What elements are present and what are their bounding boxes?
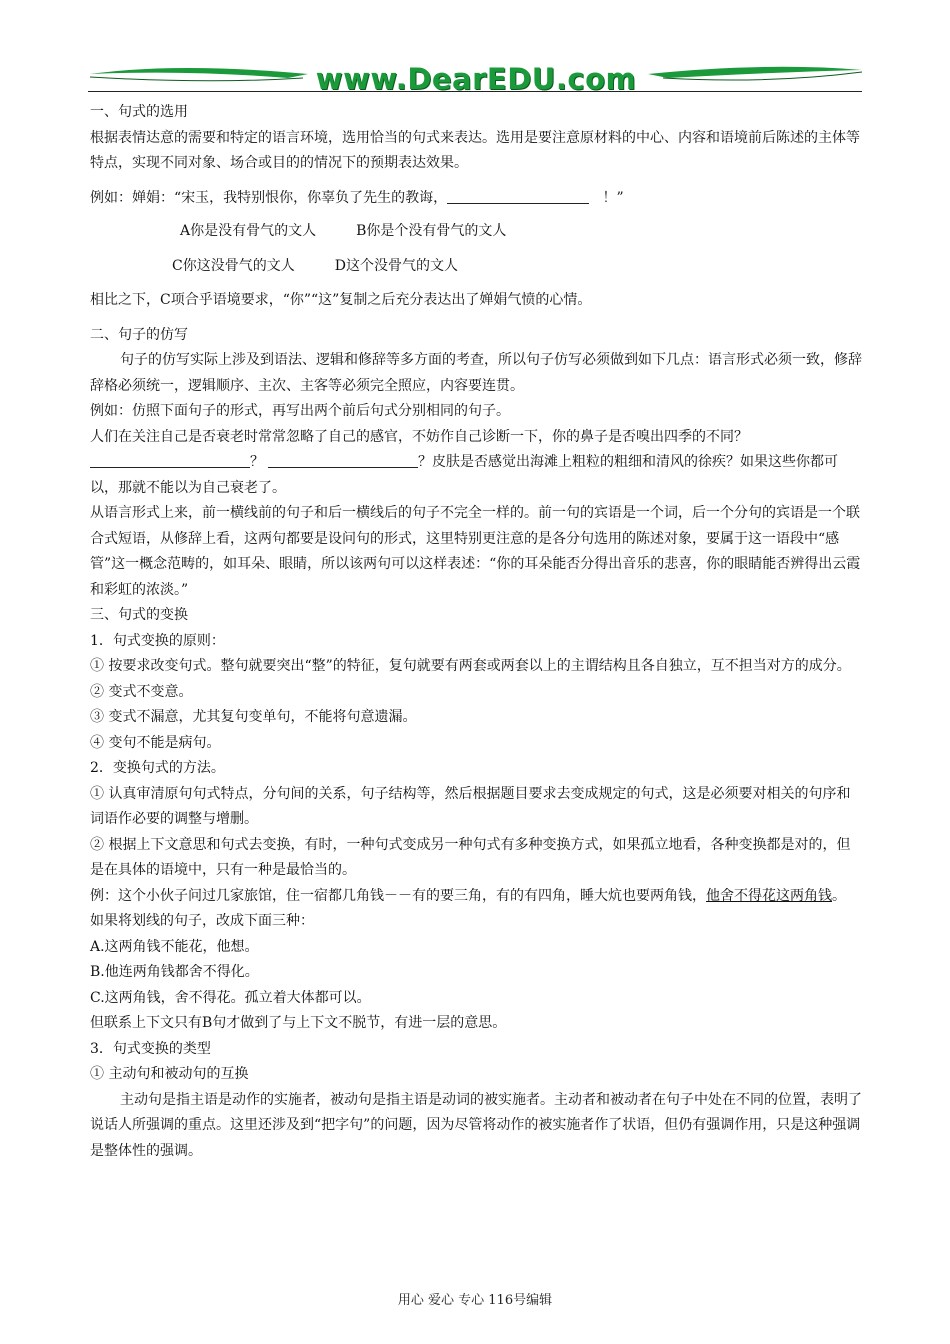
method-1: ① 认真审清原句句式特点，分句间的关系，句子结构等，然后根据题目要求去变成规定的句式，这是必须要对相关的句序和词语作必要的调整与增删。 <box>90 785 851 827</box>
option-c: C你这没骨气的文人 <box>172 257 295 274</box>
example-close: ！” <box>602 189 624 206</box>
type-1-paragraph: 主动句是指主语是动作的实施者，被动句是指主语是动词的被实施者。主动者和被动者在句子中处在不同的位置，表明了说话人所强调的重点。这里还涉及到“把字句”的问题，因为尽管将动作的被实施者作了状语，但仍有强调作用，只是这种强调是整体性的强调。 <box>90 1091 862 1159</box>
change-c: C.这两角钱，舍不得花。孤立着大体都可以。 <box>90 989 371 1006</box>
header-rule <box>88 91 862 92</box>
option-a: A你是没有骨气的文人 <box>180 223 317 239</box>
page-footer: 用心 爱心 专心 116号编辑 <box>397 1293 553 1308</box>
underlined-sentence: 他舍不得花这两角钱 <box>706 887 832 904</box>
section-2-example: 例如：仿照下面句子的形式，再写出两个前后句式分别相同的句子。 <box>90 403 510 419</box>
option-d: D这个没骨气的文人 <box>334 257 458 274</box>
example-post: 。 <box>832 887 846 904</box>
type-1-title: ① 主动句和被动句的互换 <box>90 1066 249 1082</box>
principle-1: ① 按要求改变句式。整句就要突出“整”的特征，复句就要有两套或两套以上的主谓结构且各自独立，互不担当对方的成分。 <box>90 658 851 674</box>
answer-blank <box>447 187 589 204</box>
section-2-paragraph: 句子的仿写实际上涉及到语法、逻辑和修辞等多方面的考查，所以句子仿写必须做到如下几点：语言形式必须一致，修辞辞格必须统一，逻辑顺序、主次、主客等必须完全照应，内容要连贯。 <box>90 352 862 394</box>
section-3-heading-1: 1．句式变换的原则： <box>90 632 225 649</box>
section-1-example <box>90 186 862 212</box>
blank-2 <box>268 451 418 468</box>
section-2-analysis: 从语言形式上来，前一横线前的句子和后一横线后的句子不完全一样的。前一句的宾语是一个词，后一个分句的宾语是一个联合式短语，从修辞上看，这两句都要是设问句的形式，这里特别更注意的是各分句选用的陈述对象，要属于这一语段中“感管”这一概念范畴的，如耳朵、眼睛，所以该两句可以这样表述：“你的耳朵能否分得出音乐的悲喜，你的眼睛能否辨得出云霞和彩虹的浓淡。” <box>90 505 861 598</box>
section-3-heading-3: 3．句式变换的类型 <box>90 1040 211 1057</box>
change-a: A.这两角钱不能花，他想。 <box>90 938 259 955</box>
principle-2: ② 变式不变意。 <box>90 683 193 700</box>
document-body <box>90 100 862 1164</box>
change-intro: 如果将划线的句子，改成下面三种： <box>90 913 314 929</box>
principle-3: ③ 变式不漏意，尤其复句变单句，不能将句意遗漏。 <box>90 709 417 725</box>
example-pre: 例：这个小伙子问过几家旅馆，住一宿都几角钱－－有的要三角，有的有四角，睡大炕也要两角钱， <box>90 887 706 904</box>
principle-4: ④ 变句不能是病句。 <box>90 734 221 751</box>
blank-1 <box>90 451 250 468</box>
section-2-title: 二、句子的仿写 <box>90 326 188 343</box>
site-logo: www.DearEDU.com <box>315 62 637 96</box>
options-row-2 <box>90 254 862 280</box>
change-conclusion: 但联系上下文只有B句才做到了与上下文不脱节，有进一层的意思。 <box>90 1015 507 1031</box>
section-2-sentence: 人们在关注自己是否衰老时常常忽略了自己的感官，不妨作自己诊断一下，你的鼻子是否嗅出四季的不同？ <box>90 428 748 445</box>
section-3-title: 三、句式的变换 <box>90 607 188 623</box>
section-1-conclusion: 相比之下，C项合乎语境要求，“你”“这”复制之后充分表达出了婵娟气愤的心情。 <box>90 292 592 308</box>
section-1-paragraph: 根据表情达意的需要和特定的语言环境，选用恰当的句式来表达。选用是要注意原材料的中心、内容和语境前后陈述的主体等特点，实现不同对象、场合或目的的情况下的预期表达效果。 <box>90 129 860 171</box>
method-2: ② 根据上下文意思和句式去变换，有时，一种句式变成另一种句式有多种变换方式，如果孤立地看，各种变换都是对的，但是在具体的语境中，只有一种是最恰当的。 <box>90 836 851 878</box>
section-3-example <box>90 884 862 910</box>
section-1-title: 一、句式的选用 <box>90 104 188 120</box>
section-2-blanks <box>90 450 862 501</box>
blank-2-continuation: ？皮肤是否感觉出海滩上粗粒的粗细和清风的徐疾？如果这些你都可以，那就不能以为自己衰老了。 <box>90 454 838 496</box>
section-3-heading-2: 2．变换句式的方法。 <box>90 760 225 776</box>
option-b: B你是个没有骨气的文人 <box>356 223 507 239</box>
example-text: 例如：婵娟：“宋玉，我特别恨你，你辜负了先生的教诲， <box>90 189 448 206</box>
change-b: B.他连两角钱都舍不得化。 <box>90 964 259 980</box>
blank-1-mark: ？ <box>250 454 264 470</box>
options-row-1 <box>90 219 862 245</box>
